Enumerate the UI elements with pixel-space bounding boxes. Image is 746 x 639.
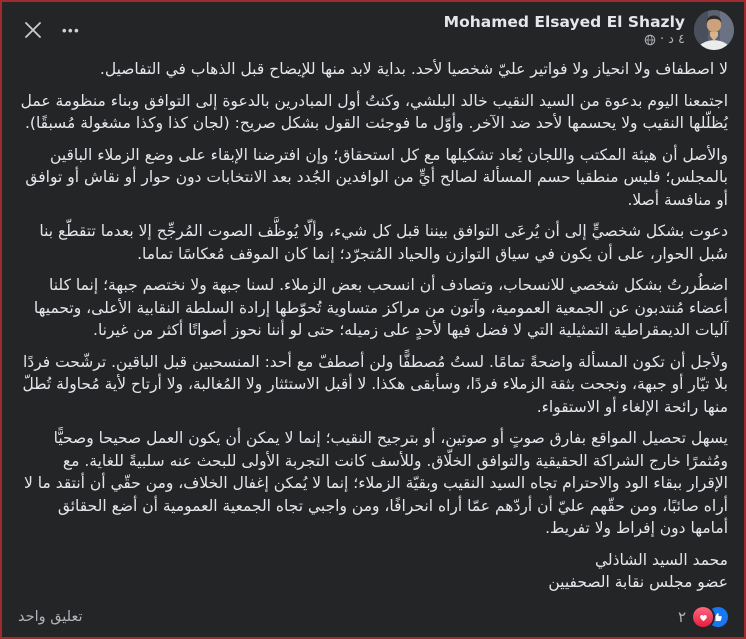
post-paragraph: دعوت بشكل شخصيٍّ إلى أن يُرعَى التوافق بيننا قبل كل شيء، وألّا يُوظَّف الصوت المُرجِّح إلا بعدما تتقطّع بنا سُبل الحوار، على أن يكون في سياق التوازن والحياد المُتجرّد؛ إنما كان الموقف مُعكاسًا تماما. bbox=[39, 222, 728, 263]
post-paragraph: لا اصطفاف ولا انحياز ولا فواتير عليّ شخصيا لأحد. بداية لابد منها للإيضاح قبل الذهاب في التفاصيل. bbox=[99, 60, 728, 78]
reactions-summary[interactable] bbox=[678, 607, 728, 627]
globe-privacy-icon bbox=[644, 34, 656, 46]
timestamp[interactable]: ٤ د bbox=[668, 32, 685, 47]
love-reaction-icon bbox=[693, 607, 713, 627]
more-options-button[interactable] bbox=[58, 19, 84, 42]
comments-count-link[interactable]: تعليق واحد bbox=[18, 609, 83, 625]
post-meta bbox=[444, 33, 685, 47]
post-footer bbox=[2, 601, 744, 637]
meta-separator: · bbox=[659, 32, 665, 47]
reaction-count: ٢ bbox=[677, 608, 686, 626]
avatar-photo-placeholder bbox=[694, 10, 734, 50]
close-button[interactable] bbox=[18, 15, 48, 45]
post-paragraph: والأصل أن هيئة المكتب واللجان يُعاد تشكيلها مع كل استحقاق؛ وإن افترضنا الإبقاء على وضع الزملاء الباقين بالمجلس؛ فليس منطقيا حسم المسألة لصالح أيٍّ من الوافدين الجُدد بعد الانتخابات دون حوار أو نقاش أو توافق أو منافسة أصلا. bbox=[25, 145, 728, 209]
post-paragraph: يسهل تحصيل المواقع بفارق صوتٍ أو صوتين، أو بترجيح النقيب؛ إنما لا يمكن أن يكون العمل صحيحا وصحيًّا ومُثمرًا خارج الشراكة الحقيقية والتوافق الخلّاق. وللأسف كانت التجربة الأولى للبحث عنه سلبيةً للغاية. مع الإقرار ببقاء الود والاحترام تجاه السيد النقيب وبقيّة الزملاء؛ إنما لا يُمكن إغفال الخلاف، ومن حقّي أن أنتقد ما لا أراه صائبًا، ومن حقّهم عليّ أن أردّهم عمّا أراه انحرافًا، ومن واجبي تجاه الجمعية العمومية أن أضع الحقائق أمامها دون إفراط ولا تفريط. bbox=[23, 429, 728, 537]
author-block bbox=[444, 13, 685, 47]
post-header bbox=[2, 2, 744, 56]
post-paragraph: اضطُررتُ بشكل شخصي للانسحاب، وتصادف أن انسحب بعض الزملاء. لسنا جبهة ولا نختصم جبهة؛ إنما كلنا أعضاء مُنتدبون عن الجمعية العمومية، وآتون من مراكز متساوية تُحوّطها إرادة السلطة النقابية الأعلى، وتحميها آليات الديمقراطية التمثيلية التي لا فضل فيها لأحدٍ على زميله؛ حتى لو أننا نحوز أصواتًا أكثر من غيرنا. bbox=[33, 276, 728, 339]
avatar[interactable] bbox=[694, 10, 734, 50]
post-paragraph: ولأجل أن تكون المسألة واضحةً تمامًا. لستُ مُصطفًّا ولن أصطفّ مع أحد: المنسحبين قبل الباقين. ترشّحت فردًا بلا تيّار أو جبهة، ونجحت بثقة الزملاء فردًا، وسأبقى هكذا. لا أقبل الاستئثار ولا المُغالبة، ولا أرتاح لأية مُحاولة تُطلّ منها رائحة الإلغاء أو الاستقواء. bbox=[22, 352, 728, 416]
close-icon bbox=[22, 19, 44, 41]
signature-title: عضو مجلس نقابة الصحفيين bbox=[548, 573, 728, 591]
post-paragraph: اجتمعنا اليوم بدعوة من السيد النقيب خالد البلشي، وكنتُ أول المبادرين بالدعوة إلى التوافق وبناء منظومة عمل يُظلّلها النقيب ولا يحسمها لأحد ضد الآخر. وأوّل ما فوجئت القول بشكل صريح: (لجان كذا وكذا مشغولة مُسبقًا). bbox=[20, 91, 728, 132]
post-signature bbox=[18, 549, 728, 594]
signature-name: محمد السيد الشاذلي bbox=[594, 550, 728, 569]
more-options-icon: ••• bbox=[62, 22, 81, 38]
post-body bbox=[2, 56, 744, 594]
author-name[interactable]: Mohamed Elsayed El Shazly bbox=[443, 13, 685, 31]
